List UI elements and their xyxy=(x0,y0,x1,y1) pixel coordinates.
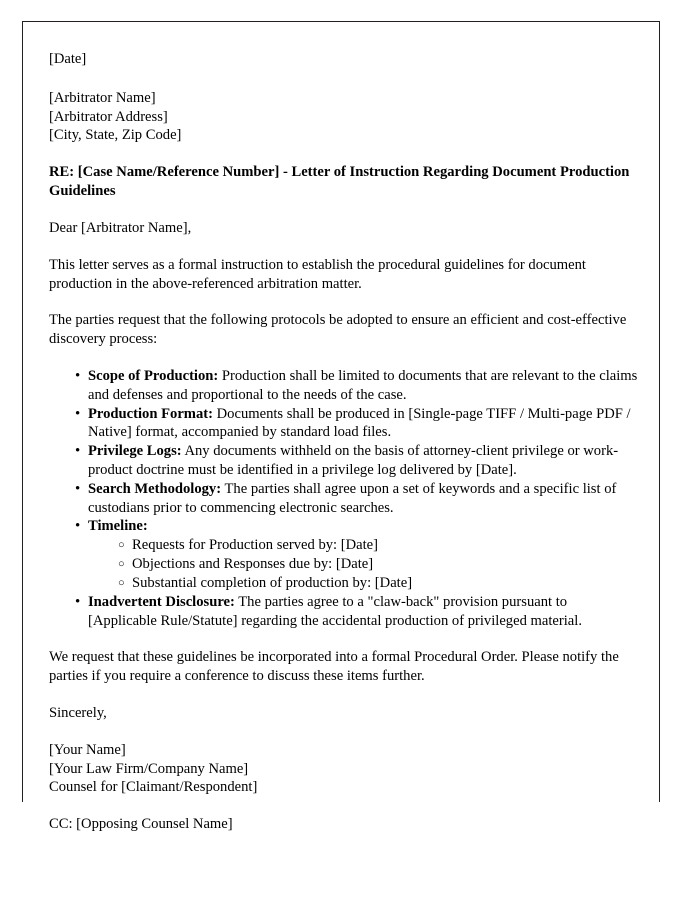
subject-line: RE: [Case Name/Reference Number] - Letter of Instruction Regarding Document Production Guidelines xyxy=(49,164,630,200)
list-item xyxy=(75,405,639,443)
sub-list-item xyxy=(118,555,639,574)
sub-list-item xyxy=(118,536,639,555)
hollow-bullet-icon: ○ xyxy=(118,576,125,589)
list-item xyxy=(75,367,639,405)
timeline-item-text: Substantial completion of production by: [Date] xyxy=(132,574,413,591)
protocol-list xyxy=(49,367,639,630)
bullet-icon: • xyxy=(75,367,81,384)
signature-line: [Your Name] xyxy=(49,741,126,758)
document-page xyxy=(22,21,660,833)
bullet-icon: • xyxy=(75,480,81,497)
list-item xyxy=(75,593,639,631)
hollow-bullet-icon: ○ xyxy=(118,539,125,552)
cc-line: CC: [Opposing Counsel Name] xyxy=(49,816,233,833)
protocol-text: Production shall be limited to documents that are relevant to the claims and defenses and proportional to the needs of the case. xyxy=(88,367,638,403)
bullet-icon: • xyxy=(75,405,81,422)
date-line: [Date] xyxy=(49,51,87,67)
list-item xyxy=(75,517,639,592)
signature-line: [Your Law Firm/Company Name] xyxy=(49,760,249,777)
closing-paragraph: We request that these guidelines be incorporated into a formal Procedural Order. Please notify the parties if you require a conference to discuss these items further. xyxy=(49,649,619,685)
sub-list-item xyxy=(118,574,639,593)
recipient-address-block xyxy=(49,89,639,145)
hollow-bullet-icon: ○ xyxy=(118,558,125,571)
protocol-label: Production Format: xyxy=(88,405,213,422)
protocol-label: Privilege Logs: xyxy=(88,443,182,460)
signature-line: Counsel for [Claimant/Respondent] xyxy=(49,779,258,796)
address-line: [City, State, Zip Code] xyxy=(49,127,182,144)
timeline-item-text: Objections and Responses due by: [Date] xyxy=(132,556,374,573)
lead-in-paragraph: The parties request that the following protocols be adopted to ensure an efficient and cost-effective discovery process: xyxy=(49,312,627,348)
protocol-text: Any documents withheld on the basis of attorney-client privilege or work-product doctrine must be identified in a privilege log delivered by [Date]. xyxy=(88,443,619,478)
intro-paragraph: This letter serves as a formal instruction to establish the procedural guidelines for document production in the above-referenced arbitration matter. xyxy=(49,256,586,292)
protocol-label: Inadvertent Disclosure: xyxy=(88,593,235,610)
protocol-text: Documents shall be produced in [Single-page TIFF / Multi-page PDF / Native] format, accompanied by standard load files. xyxy=(88,405,631,441)
protocol-label: Timeline: xyxy=(88,518,148,535)
salutation: Dear [Arbitrator Name], xyxy=(49,219,192,236)
timeline-sub-list xyxy=(88,536,639,592)
protocol-text: The parties agree to a "claw-back" provision pursuant to [Applicable Rule/Statute] regarding the accidental production of privileged material. xyxy=(88,593,582,629)
letter-body xyxy=(49,50,639,834)
protocol-label: Scope of Production: xyxy=(88,367,219,384)
bullet-icon: • xyxy=(75,518,81,535)
list-item xyxy=(75,480,639,518)
signature-block xyxy=(49,741,639,797)
sign-off: Sincerely, xyxy=(49,704,107,721)
protocol-text: The parties shall agree upon a set of keywords and a specific list of custodians prior to commencing electronic searches. xyxy=(88,480,617,516)
list-item xyxy=(75,442,639,480)
timeline-item-text: Requests for Production served by: [Date] xyxy=(132,537,379,554)
bullet-icon: • xyxy=(75,443,81,460)
address-line: [Arbitrator Name] xyxy=(49,89,156,106)
protocol-label: Search Methodology: xyxy=(88,480,222,497)
bullet-icon: • xyxy=(75,593,81,610)
address-line: [Arbitrator Address] xyxy=(49,108,168,125)
